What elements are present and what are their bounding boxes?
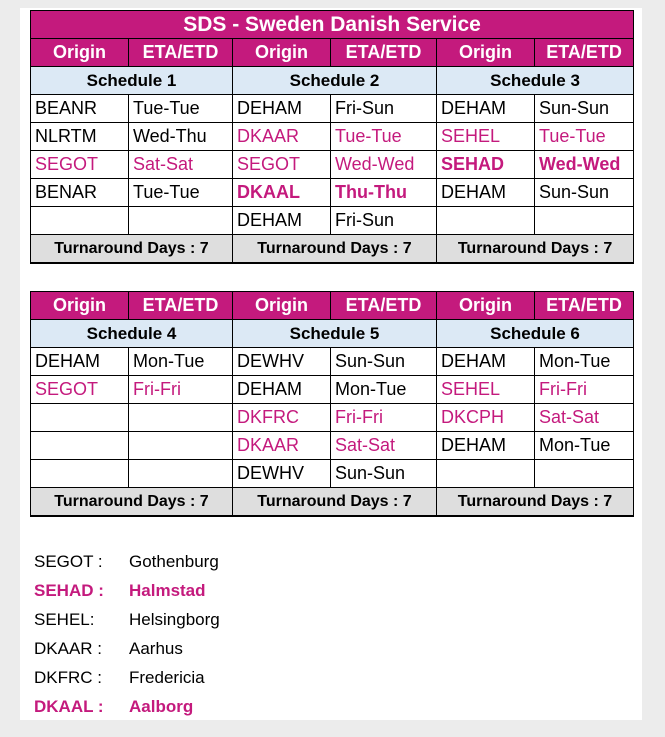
origin-header: Origin (437, 39, 535, 67)
eta-etd-cell: Sun-Sun (331, 460, 437, 488)
eta-etd-cell: Fri-Fri (331, 404, 437, 432)
origin-header: Origin (437, 292, 535, 320)
eta-etd-cell: Wed-Wed (535, 151, 634, 179)
schedule-name: Schedule 2 (233, 67, 437, 95)
eta-etd-header: ETA/ETD (535, 39, 634, 67)
port-code-cell: DEHAM (233, 376, 331, 404)
schedule-name: Schedule 4 (31, 320, 233, 348)
eta-etd-cell: Thu-Thu (331, 179, 437, 207)
schedule-table-2 (30, 291, 634, 517)
turnaround-days: Turnaround Days : 7 (437, 235, 634, 264)
eta-etd-cell: Sun-Sun (535, 179, 634, 207)
port-code-cell: NLRTM (31, 123, 129, 151)
legend-row (34, 663, 220, 692)
eta-etd-cell: Tue-Tue (129, 95, 233, 123)
origin-header: Origin (31, 39, 129, 67)
turnaround-row (31, 235, 634, 264)
port-code-cell (437, 460, 535, 488)
eta-etd-cell: Sat-Sat (129, 151, 233, 179)
legend-code: DKFRC : (34, 668, 102, 687)
eta-etd-cell: Fri-Fri (129, 376, 233, 404)
eta-etd-header: ETA/ETD (331, 292, 437, 320)
eta-etd-cell: Wed-Thu (129, 123, 233, 151)
legend-row (34, 547, 220, 576)
origin-header: Origin (233, 292, 331, 320)
legend-row (34, 692, 220, 721)
port-code-cell: SEGOT (31, 376, 129, 404)
eta-etd-cell (129, 207, 233, 235)
port-code-cell: BEANR (31, 95, 129, 123)
port-code-cell: SEHEL (437, 376, 535, 404)
eta-etd-cell (535, 460, 634, 488)
table-row (31, 151, 634, 179)
column-header-row (31, 292, 634, 320)
port-code-cell: DEHAM (31, 348, 129, 376)
port-code-cell: DEHAM (437, 348, 535, 376)
turnaround-days: Turnaround Days : 7 (233, 488, 437, 517)
eta-etd-cell: Tue-Tue (535, 123, 634, 151)
table-row (31, 207, 634, 235)
eta-etd-cell: Sun-Sun (535, 95, 634, 123)
legend-code: DKAAL : (34, 697, 104, 716)
legend-name: Gothenburg (129, 552, 219, 571)
legend-row (34, 634, 220, 663)
eta-etd-cell: Mon-Tue (535, 432, 634, 460)
turnaround-days: Turnaround Days : 7 (437, 488, 634, 517)
eta-etd-cell: Fri-Sun (331, 207, 437, 235)
eta-etd-cell (129, 432, 233, 460)
eta-etd-cell: Tue-Tue (331, 123, 437, 151)
port-code-cell: DEWHV (233, 460, 331, 488)
port-code-cell: DEWHV (233, 348, 331, 376)
port-code-cell: DEHAM (233, 95, 331, 123)
port-code-cell: DKAAR (233, 432, 331, 460)
table-row (31, 123, 634, 151)
origin-header: Origin (31, 292, 129, 320)
eta-etd-header: ETA/ETD (535, 292, 634, 320)
port-code-cell: SEGOT (233, 151, 331, 179)
turnaround-days: Turnaround Days : 7 (233, 235, 437, 264)
table-row (31, 348, 634, 376)
port-code-cell: DKAAL (233, 179, 331, 207)
legend-name: Fredericia (129, 668, 205, 687)
port-code-cell (437, 207, 535, 235)
eta-etd-cell: Fri-Sun (331, 95, 437, 123)
schedule-table-1 (30, 10, 634, 264)
legend-code: SEHEL: (34, 610, 95, 629)
port-code-cell: DEHAM (437, 179, 535, 207)
legend-code: SEGOT : (34, 552, 103, 571)
eta-etd-cell: Mon-Tue (129, 348, 233, 376)
schedule-name: Schedule 5 (233, 320, 437, 348)
eta-etd-cell: Sun-Sun (331, 348, 437, 376)
table-row (31, 432, 634, 460)
origin-header: Origin (233, 39, 331, 67)
eta-etd-cell: Sat-Sat (331, 432, 437, 460)
table-row (31, 376, 634, 404)
table-row (31, 179, 634, 207)
eta-etd-header: ETA/ETD (129, 292, 233, 320)
turnaround-days: Turnaround Days : 7 (31, 488, 233, 517)
legend-row (34, 576, 220, 605)
port-code-cell (31, 460, 129, 488)
legend-code: SEHAD : (34, 581, 104, 600)
port-code-cell: DKFRC (233, 404, 331, 432)
schedule-name: Schedule 3 (437, 67, 634, 95)
eta-etd-cell: Wed-Wed (331, 151, 437, 179)
port-code-cell (31, 207, 129, 235)
table-row (31, 95, 634, 123)
eta-etd-header: ETA/ETD (129, 39, 233, 67)
eta-etd-cell: Mon-Tue (535, 348, 634, 376)
schedule-name: Schedule 1 (31, 67, 233, 95)
port-code-cell: DKCPH (437, 404, 535, 432)
eta-etd-cell: Mon-Tue (331, 376, 437, 404)
eta-etd-cell: Tue-Tue (129, 179, 233, 207)
eta-etd-cell: Fri-Fri (535, 376, 634, 404)
port-code-cell: DKAAR (233, 123, 331, 151)
port-code-cell: SEHEL (437, 123, 535, 151)
eta-etd-cell (129, 460, 233, 488)
port-code-cell: SEHAD (437, 151, 535, 179)
turnaround-days: Turnaround Days : 7 (31, 235, 233, 264)
eta-etd-cell: Sat-Sat (535, 404, 634, 432)
port-code-cell (31, 432, 129, 460)
port-code-cell (31, 404, 129, 432)
schedule-name-row (31, 67, 634, 95)
schedule-name-row (31, 320, 634, 348)
port-code-cell: BENAR (31, 179, 129, 207)
legend-row (34, 605, 220, 634)
eta-etd-cell (129, 404, 233, 432)
eta-etd-cell (535, 207, 634, 235)
port-code-cell: DEHAM (437, 432, 535, 460)
table-row (31, 460, 634, 488)
table-row (31, 404, 634, 432)
legend-name: Halmstad (129, 581, 206, 600)
port-legend (34, 547, 220, 721)
service-title: SDS - Sweden Danish Service (31, 11, 634, 39)
legend-name: Helsingborg (129, 610, 220, 629)
port-code-cell: DEHAM (233, 207, 331, 235)
schedule-card (20, 8, 642, 720)
legend-code: DKAAR : (34, 639, 103, 658)
column-header-row (31, 39, 634, 67)
legend-name: Aalborg (129, 697, 194, 716)
legend-name: Aarhus (129, 639, 183, 658)
port-code-cell: SEGOT (31, 151, 129, 179)
port-code-cell: DEHAM (437, 95, 535, 123)
schedule-name: Schedule 6 (437, 320, 634, 348)
turnaround-row (31, 488, 634, 517)
eta-etd-header: ETA/ETD (331, 39, 437, 67)
